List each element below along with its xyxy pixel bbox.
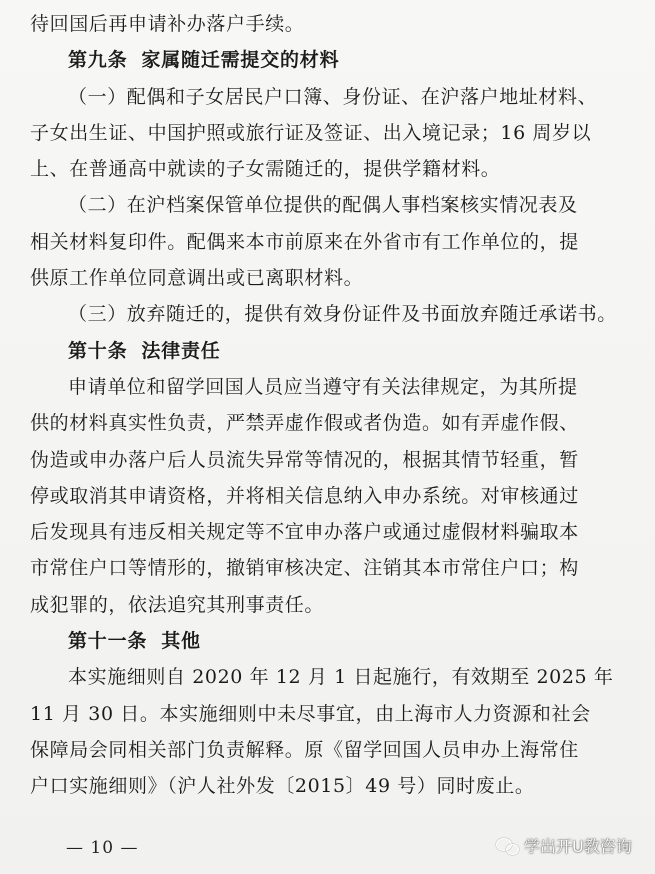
paragraph-line: （二）在沪档案保管单位提供的配偶人事档案核实情况表及 [68, 194, 578, 217]
document-body [30, 6, 630, 805]
paragraph-line: 申请单位和留学回国人员应当遵守有关法律规定，为其所提 [68, 375, 578, 398]
paragraph-line: （三）放弃随迁的，提供有效身份证件及书面放弃随迁承诺书。 [68, 303, 617, 326]
paragraph-line: 供的材料真实性负责，严禁弄虚作假或者伪造。如有弄虚作假、 [30, 412, 579, 435]
article-title: 法律责任 [141, 339, 221, 362]
wechat-icon [496, 836, 520, 856]
paragraph-line: 户口实施细则》（沪人社外发〔2015〕49 号）同时废止。 [30, 775, 535, 798]
paragraph-line: 11 月 30 日。本实施细则中未尽事宜，由上海市人力资源和社会 [30, 702, 591, 725]
watermark [496, 834, 632, 857]
paragraph-line: 待回国后再申请补办落户手续。 [30, 13, 305, 35]
paragraph-line: 供原工作单位同意调出或已离职材料。 [30, 267, 364, 290]
article-title: 其他 [161, 630, 201, 653]
article-number: 第九条 [68, 49, 128, 72]
article-11-heading [30, 623, 630, 659]
article-number: 第十一条 [68, 630, 148, 653]
paragraph-line: 保障局会同相关部门负责解释。原《留学回国人员申办上海常住 [30, 738, 579, 761]
paragraph-line: 伪造或申办落户后人员流失异常等情况的，根据其情节轻重，暂 [30, 448, 579, 471]
page-number: — 10 — [66, 838, 139, 858]
paragraph-line: 子女出生证、中国护照或旅行证及签证、出入境记录；16 周岁以 [30, 121, 592, 144]
paragraph-line: 停或取消其申请资格，并将相关信息纳入申办系统。对审核通过 [30, 484, 579, 507]
paragraph-line: 本实施细则自 2020 年 12 月 1 日起施行，有效期至 2025 年 [68, 666, 614, 689]
paragraph-line: 后发现具有违反相关规定等不宜申办落户或通过虚假材料骗取本 [30, 521, 579, 544]
watermark-text: 学出开U教咨询 [524, 837, 632, 856]
paragraph-line: （一）配偶和子女居民户口簿、身份证、在沪落户地址材料、 [68, 85, 598, 108]
paragraph-line: 上、在普通高中就读的子女需随迁的，提供学籍材料。 [30, 158, 501, 181]
paragraph-line: 相关材料复印件。配偶来本市前原来在外省市有工作单位的，提 [30, 230, 579, 253]
paragraph-line: 市常住户口等情形的，撤销审核决定、注销其本市常住户口；构 [30, 557, 579, 580]
article-title: 家属随迁需提交的材料 [141, 49, 340, 72]
paragraph-line: 成犯罪的，依法追究其刑事责任。 [30, 593, 325, 616]
article-number: 第十条 [68, 339, 128, 362]
article-9-heading [30, 42, 630, 78]
article-10-heading [30, 333, 630, 369]
